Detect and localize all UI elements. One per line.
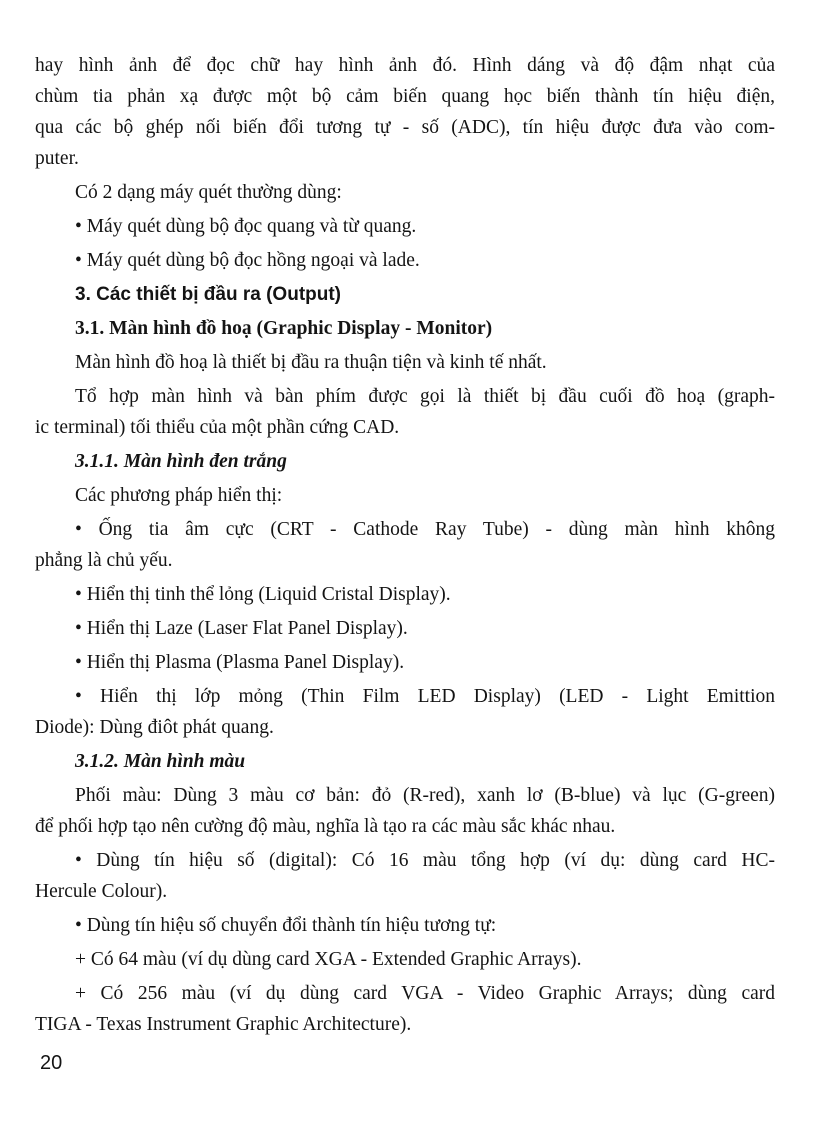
text-line: • Ống tia âm cực (CRT - Cathode Ray Tube) - dùng màn hình không <box>75 519 775 540</box>
item-256-colors <box>35 978 775 1040</box>
bullet-lcd: • Hiển thị tinh thể lỏng (Liquid Cristal Display). <box>75 584 451 605</box>
heading-monochrome-display: 3.1.1. Màn hình đen trắng <box>75 451 287 472</box>
paragraph-color-mixing <box>35 780 775 842</box>
bullet-digital-signal <box>35 845 775 907</box>
bullet-analog-conversion: • Dùng tín hiệu số chuyển đổi thành tín hiệu tương tự: <box>75 915 497 936</box>
text-line: Tổ hợp màn hình và bàn phím được gọi là thiết bị đầu cuối đồ hoạ (graph- <box>75 386 775 407</box>
paragraph-scanner-intro <box>35 50 775 174</box>
text-line: phẳng là chủ yếu. <box>35 550 173 571</box>
text-line: • Dùng tín hiệu số (digital): Có 16 màu tổng hợp (ví dụ: dùng card HC- <box>75 850 775 871</box>
text-line: qua các bộ ghép nối biến đổi tương tự - số (ADC), tín hiệu được đưa vào com- <box>35 117 775 138</box>
page-content <box>35 50 775 1040</box>
text-line: TIGA - Texas Instrument Graphic Architecture). <box>35 1014 412 1035</box>
text-line: hay hình ảnh để đọc chữ hay hình ảnh đó. Hình dáng và độ đậm nhạt của <box>35 55 775 76</box>
text-line: + Có 256 màu (ví dụ dùng card VGA - Video Graphic Arrays; dùng card <box>75 983 775 1004</box>
text-line: chùm tia phản xạ được một bộ cảm biến quang học biến thành tín hiệu điện, <box>35 86 775 107</box>
bullet-optical-scanner: • Máy quét dùng bộ đọc quang và từ quang. <box>75 216 417 237</box>
heading-color-display: 3.1.2. Màn hình màu <box>75 751 246 772</box>
bullet-crt <box>35 514 775 576</box>
text-line: puter. <box>35 148 79 169</box>
item-64-colors: + Có 64 màu (ví dụ dùng card XGA - Extended Graphic Arrays). <box>75 949 582 970</box>
bullet-infrared-scanner: • Máy quét dùng bộ đọc hồng ngoại và lade. <box>75 250 420 271</box>
bullet-plasma: • Hiển thị Plasma (Plasma Panel Display). <box>75 652 405 673</box>
text-line: Diode): Dùng điôt phát quang. <box>35 717 274 738</box>
text-line: ic terminal) tối thiểu của một phần cứng CAD. <box>35 417 400 438</box>
text-line: để phối hợp tạo nên cường độ màu, nghĩa là tạo ra các màu sắc khác nhau. <box>35 816 616 837</box>
paragraph-scanner-types: Có 2 dạng máy quét thường dùng: <box>75 182 342 203</box>
text-line: Phối màu: Dùng 3 màu cơ bản: đỏ (R-red), xanh lơ (B-blue) và lục (G-green) <box>75 785 775 806</box>
heading-graphic-display: 3.1. Màn hình đồ hoạ (Graphic Display - Monitor) <box>75 318 493 339</box>
bullet-laser: • Hiển thị Laze (Laser Flat Panel Display). <box>75 618 408 639</box>
paragraph-display-methods: Các phương pháp hiển thị: <box>75 485 283 506</box>
page-number: 20 <box>40 1052 63 1074</box>
paragraph-graphic-terminal <box>35 381 775 443</box>
bullet-led <box>35 681 775 743</box>
heading-output-devices: 3. Các thiết bị đầu ra (Output) <box>75 284 342 305</box>
text-line: • Hiển thị lớp mỏng (Thin Film LED Display) (LED - Light Emittion <box>75 686 775 707</box>
paragraph-monitor-definition: Màn hình đồ hoạ là thiết bị đầu ra thuận tiện và kinh tế nhất. <box>75 352 547 373</box>
text-line: Hercule Colour). <box>35 881 168 902</box>
